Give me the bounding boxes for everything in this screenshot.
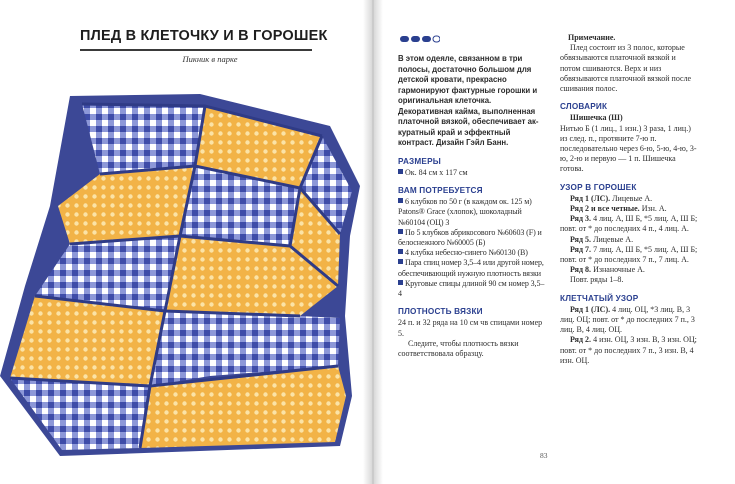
glossary-term: Шишечка (Ш) xyxy=(570,113,623,123)
section-heading-materials: ВАМ ПОТРЕБУЕТСЯ xyxy=(398,185,483,195)
square-bullet-icon xyxy=(398,259,403,264)
dot-row: Ряд 7. 7 лиц. А, Ш Б, *5 лиц. А, Ш Б; повт. от * до последних 7 п., 7 лиц. А. xyxy=(560,244,698,265)
section-heading-gauge: ПЛОТНОСТЬ ВЯЗКИ xyxy=(398,307,483,317)
materials-item-text: 6 клубков по 50 г (в каждом ок. 125 м) Patons® Grace (хлопок), шоколадный №60104 (ОЦ) 3 xyxy=(398,197,532,227)
square-bullet-icon xyxy=(398,169,403,174)
page-title: ПЛЕД В КЛЕТОЧКУ И В ГОРОШЕК xyxy=(80,28,328,44)
section-heading-sizes: РАЗМЕРЫ xyxy=(398,156,441,166)
materials-item-text: Пара спиц номер 3,5–4 или другой номер, обеспечивающий нужную плотность вязки xyxy=(398,258,544,278)
square-bullet-icon xyxy=(398,229,403,234)
page-gutter xyxy=(363,0,383,484)
check-row: Ряд 1 (ЛС). 4 лиц. ОЦ, *3 лиц. В, 3 лиц. ОЦ; повт. от * до последних 7 п., 3 лиц. В, 4 лиц. ОЦ. xyxy=(560,304,695,335)
intro-paragraph: В этом одеяле, связанном в три полосы, достаточно большом для детской кровати, прекрасно гармонируют фактурные горошки и оригинальная клеточка. Декоративная кайма, выполненная платочной вязкой, обеспечивает аккуратный край и эффектный контраст. Дизайн Гэйл Банн. xyxy=(398,54,539,147)
glossary-text: Нитью Б (1 лиц., 1 изн.) 3 раза, 1 лиц.) из след. п., протяните 7-ю п. последовательно через 6-ю, 5-ю, 4-ю, 3-ю, 2-ю и первую — 1 п. Шишечка готова. xyxy=(560,123,697,174)
decorative-bullets-icon xyxy=(400,35,440,43)
materials-item-text: Круговые спицы длиной 90 см номер 3,5–4 xyxy=(398,278,545,298)
section-heading-check-pattern: КЛЕТЧАТЫЙ УЗОР xyxy=(560,293,639,303)
gauge-note: Следите, чтобы плотность вязки соответствовала образцу. xyxy=(398,338,519,358)
square-bullet-icon xyxy=(398,198,403,203)
square-bullet-icon xyxy=(398,249,403,254)
gauge-text: 24 п. и 32 ряда на 10 см чв спицами номер 5. xyxy=(398,318,543,338)
materials-item xyxy=(398,279,548,299)
note-text: Плед состоит из 3 полос, которые обвязываются платочной вязкой и потом сшиваются. Верх и низ обвязываются платочной вязкой после сшивания полос. xyxy=(560,43,692,94)
blanket-photo xyxy=(0,66,362,464)
text-column-right xyxy=(560,33,698,366)
text-column-left xyxy=(398,54,548,359)
title-underline xyxy=(80,49,312,51)
materials-item xyxy=(398,228,548,248)
dot-row: Ряд 1 (ЛС). Лицевые А. xyxy=(570,193,653,203)
section-heading-glossary: СЛОВАРИК xyxy=(560,102,608,112)
dot-row: Ряд 8. Изнаночные А. xyxy=(570,265,645,275)
section-heading-dot-pattern: УЗОР В ГОРОШЕК xyxy=(560,182,637,192)
dot-row: Ряд 2 и все четные. Изн. А. xyxy=(570,204,667,214)
square-bullet-icon xyxy=(398,280,403,285)
gingham-square xyxy=(82,104,205,174)
check-row: Ряд 2. 4 изн. ОЦ, 3 изн. В, 3 изн. ОЦ; повт. от * до последних 7 п., 3 изн. В, 4 изн. ОЦ. xyxy=(560,335,697,365)
materials-item-text: По 5 клубков абрикосового №60603 (F) и белоснежного №60005 (Б) xyxy=(398,227,542,247)
dot-row: Ряд 5. Лицевые А. xyxy=(570,234,634,244)
dot-row: Ряд 3. 4 лиц. А, Ш Б, *5 лиц. А, Ш Б; повт. от * до последних 4 п., 4 лиц. А. xyxy=(560,214,698,234)
sizes-text: Ок. 84 см х 117 см xyxy=(405,167,468,177)
dot-repeat: Повт. ряды 1–8. xyxy=(570,275,624,285)
materials-item xyxy=(398,248,548,258)
materials-item xyxy=(398,258,548,278)
sizes-value xyxy=(398,168,548,178)
page-subtitle: Пикник в парке xyxy=(182,54,238,64)
materials-item xyxy=(398,197,548,228)
note-heading: Примечание. xyxy=(568,33,616,42)
page-number: 83 xyxy=(540,451,548,460)
materials-item-text: 4 клубка небесно-синего №60130 (В) xyxy=(405,248,528,258)
